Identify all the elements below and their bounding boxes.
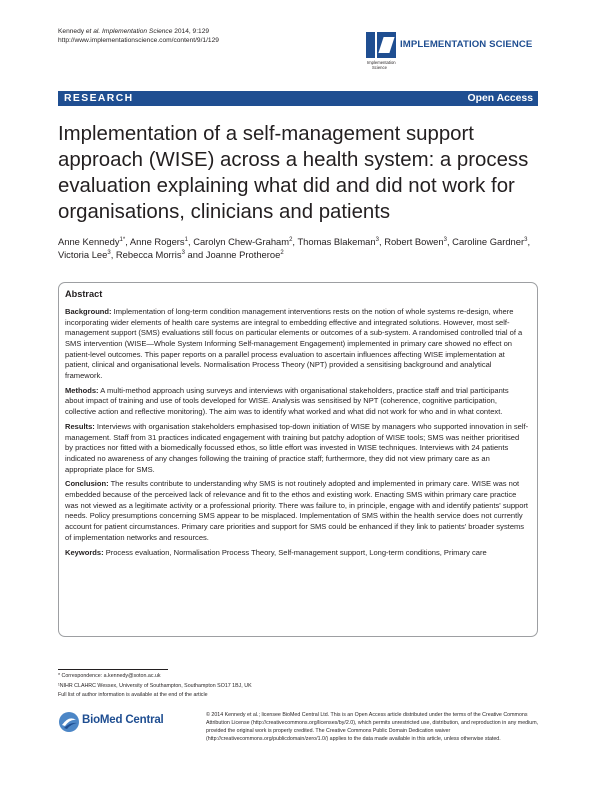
article-type-label: RESEARCH [64, 93, 134, 104]
author-affiliation-marker: 2 [289, 237, 293, 243]
correspondence-note[interactable]: * Correspondence: a.kennedy@soton.ac.uk [58, 673, 161, 679]
author-affiliation-marker: 3 [443, 237, 447, 243]
abstract-section-text: The results contribute to understanding why SMS is not routinely adopted and implemented in primary care. WISE was not embedded because of the perceived lack of relevance and fit to the ethos and existing work. Enacting SMS within primary care practice was not viewed as a legitimate activity or a professional priority. There was failure to, in principle, engage with and identify patients' support needs. Policy presumptions concerning SMS appear to be misplaced. Implementation of SMS within the health service does not currently account for patient circumstances. Primary care priorities and support for SMS could be enhanced if they link to patients' broader systems of implementation networks and resources. [65, 479, 529, 542]
copyright-notice: © 2014 Kennedy et al.; licensee BioMed Central Ltd. This is an Open Access article distributed under the terms of the Creative Commons Attribution License (http://creativecommons.org/licenses/by/2.0), which permits unrestricted use, distribution, and reproduction in any medium, provided the original work is properly credited. The Creative Commons Public Domain Dedication waiver (http://creativecommons.org/publicdomain/zero/1.0/) applies to the data made available in this article, unless otherwise stated. [206, 712, 539, 742]
abstract-section [65, 386, 529, 418]
open-access-label: Open Access [467, 93, 533, 104]
article-type-banner [58, 91, 538, 106]
abstract-heading: Abstract [65, 289, 103, 299]
abstract-section-label: Results: [65, 421, 95, 431]
author-name: Carolyn Chew-Graham [193, 236, 290, 247]
abstract-section-label: Background: [65, 307, 112, 316]
author-name: Victoria Lee [58, 249, 108, 260]
abstract-section-label: Keywords: [65, 547, 104, 557]
abstract-section-text: Interviews with organisation stakeholders emphasised top-down initiation of WISE by managers who supported innovation in self-management. Staff from 31 practices indicated engagement with training but patchy adoption of WISE tools; SMS was neither prioritised by practices nor fitted with a biomedically focussed ethos, so little effort was invested in WISE techniques. Interviews with 24 patients indicated no awareness of any changes following the training of practice staff; furthermore, they did not view primary care as an appropriate place for SMS. [65, 421, 529, 474]
abstract-section-text: A multi-method approach using surveys and interviews with organisational stakeholders, practice staff and trial participants about impact of training and use of tools developed for WISE. Analysis was sensitised by NPT (coherence, cognitive participation, collective action and reflective monitoring). The aim was to identify what worked and what did not work for who and in what context. [65, 385, 509, 417]
author-affiliation-marker: 1 [184, 237, 188, 243]
author-affiliation-marker: 3 [107, 250, 111, 256]
journal-logo-subtext: Implementation Science [367, 60, 396, 70]
abstract-section [65, 422, 529, 475]
journal-logo [366, 32, 546, 68]
author-affiliation-marker: 1* [119, 237, 126, 243]
author-name: Caroline Gardner [452, 236, 525, 247]
author-affiliation-marker: 3 [375, 237, 379, 243]
author-name: Joanne Protheroe [205, 249, 281, 260]
running-header [58, 27, 219, 45]
publisher-name: BioMed Central [82, 714, 164, 726]
article-title: Implementation of a self-management support approach (WISE) across a health system: a process evaluation explaining what did and did not work for organisations, clinicians and patients [58, 123, 529, 223]
author-name: Thomas Blakeman [297, 236, 376, 247]
citation-line: Kennedy et al. Implementation Science 2014, 9:129 [58, 28, 210, 35]
author-affiliation-marker: 2 [280, 250, 284, 256]
abstract-section-text: Implementation of long-term condition management interventions rests on the notion of whole systems re-design, where incorporating wider elements of health care systems are integral to embedding effective and integrated solutions. However, most self-management support (SMS) evaluations still focus on particular elements or outcomes of a sub-system. A randomised controlled trial of a SMS intervention (WISE—Whole System Informing Self-management Engagement) implemented in primary care showed no effect on patient-level outcomes. This paper reports on a parallel process evaluation to ascertain influences affecting WISE implementation at patient, clinical and organisational levels. Normalisation Process Theory (NPT) provided a sensitising background and analytical framework. [65, 307, 523, 380]
biomed-central-logo [58, 711, 198, 733]
article-url[interactable]: http://www.implementationscience.com/content/9/1/129 [58, 37, 219, 45]
author-affiliation-marker: 3 [524, 237, 528, 243]
author-info-note: Full list of author information is available at the end of the article [58, 692, 208, 698]
abstract-section-text: Process evaluation, Normalisation Process Theory, Self-management support, Long-term conditions, Primary care [103, 547, 487, 557]
abstract-section [65, 479, 529, 543]
journal-logo-icon [366, 32, 396, 58]
journal-name: IMPLEMENTATION SCIENCE [400, 39, 533, 50]
author-name: Robert Bowen [384, 236, 444, 247]
author-name: Anne Rogers [129, 236, 185, 247]
abstract-body [65, 307, 529, 562]
affiliation-note: ¹NIHR CLAHRC Wessex, University of Southampton, Southampton SO17 1BJ, UK [58, 682, 252, 689]
author-list: Anne Kennedy$^{1*}$, Anne Rogers$^1$, Carolyn Chew-Graham$^2$, Thomas Blakeman$^3$, Robert Bowen$^3$, Caroline Gardner$^3$, Victoria Lee$^3$, Rebecca Morris$^3$ and Joanne Protheroe$^2$ [58, 236, 531, 260]
author-name: Rebecca Morris [115, 249, 182, 260]
abstract-section-label: Conclusion: [65, 479, 109, 489]
abstract-section-label: Methods: [65, 385, 99, 395]
abstract-box [58, 282, 538, 637]
author-name: Anne Kennedy [58, 236, 120, 247]
biomed-central-icon [58, 711, 80, 733]
footnotes [58, 672, 358, 701]
footnote-divider [58, 669, 168, 670]
abstract-section [65, 548, 529, 559]
abstract-section [65, 307, 529, 382]
author-affiliation-marker: 3 [181, 250, 185, 256]
